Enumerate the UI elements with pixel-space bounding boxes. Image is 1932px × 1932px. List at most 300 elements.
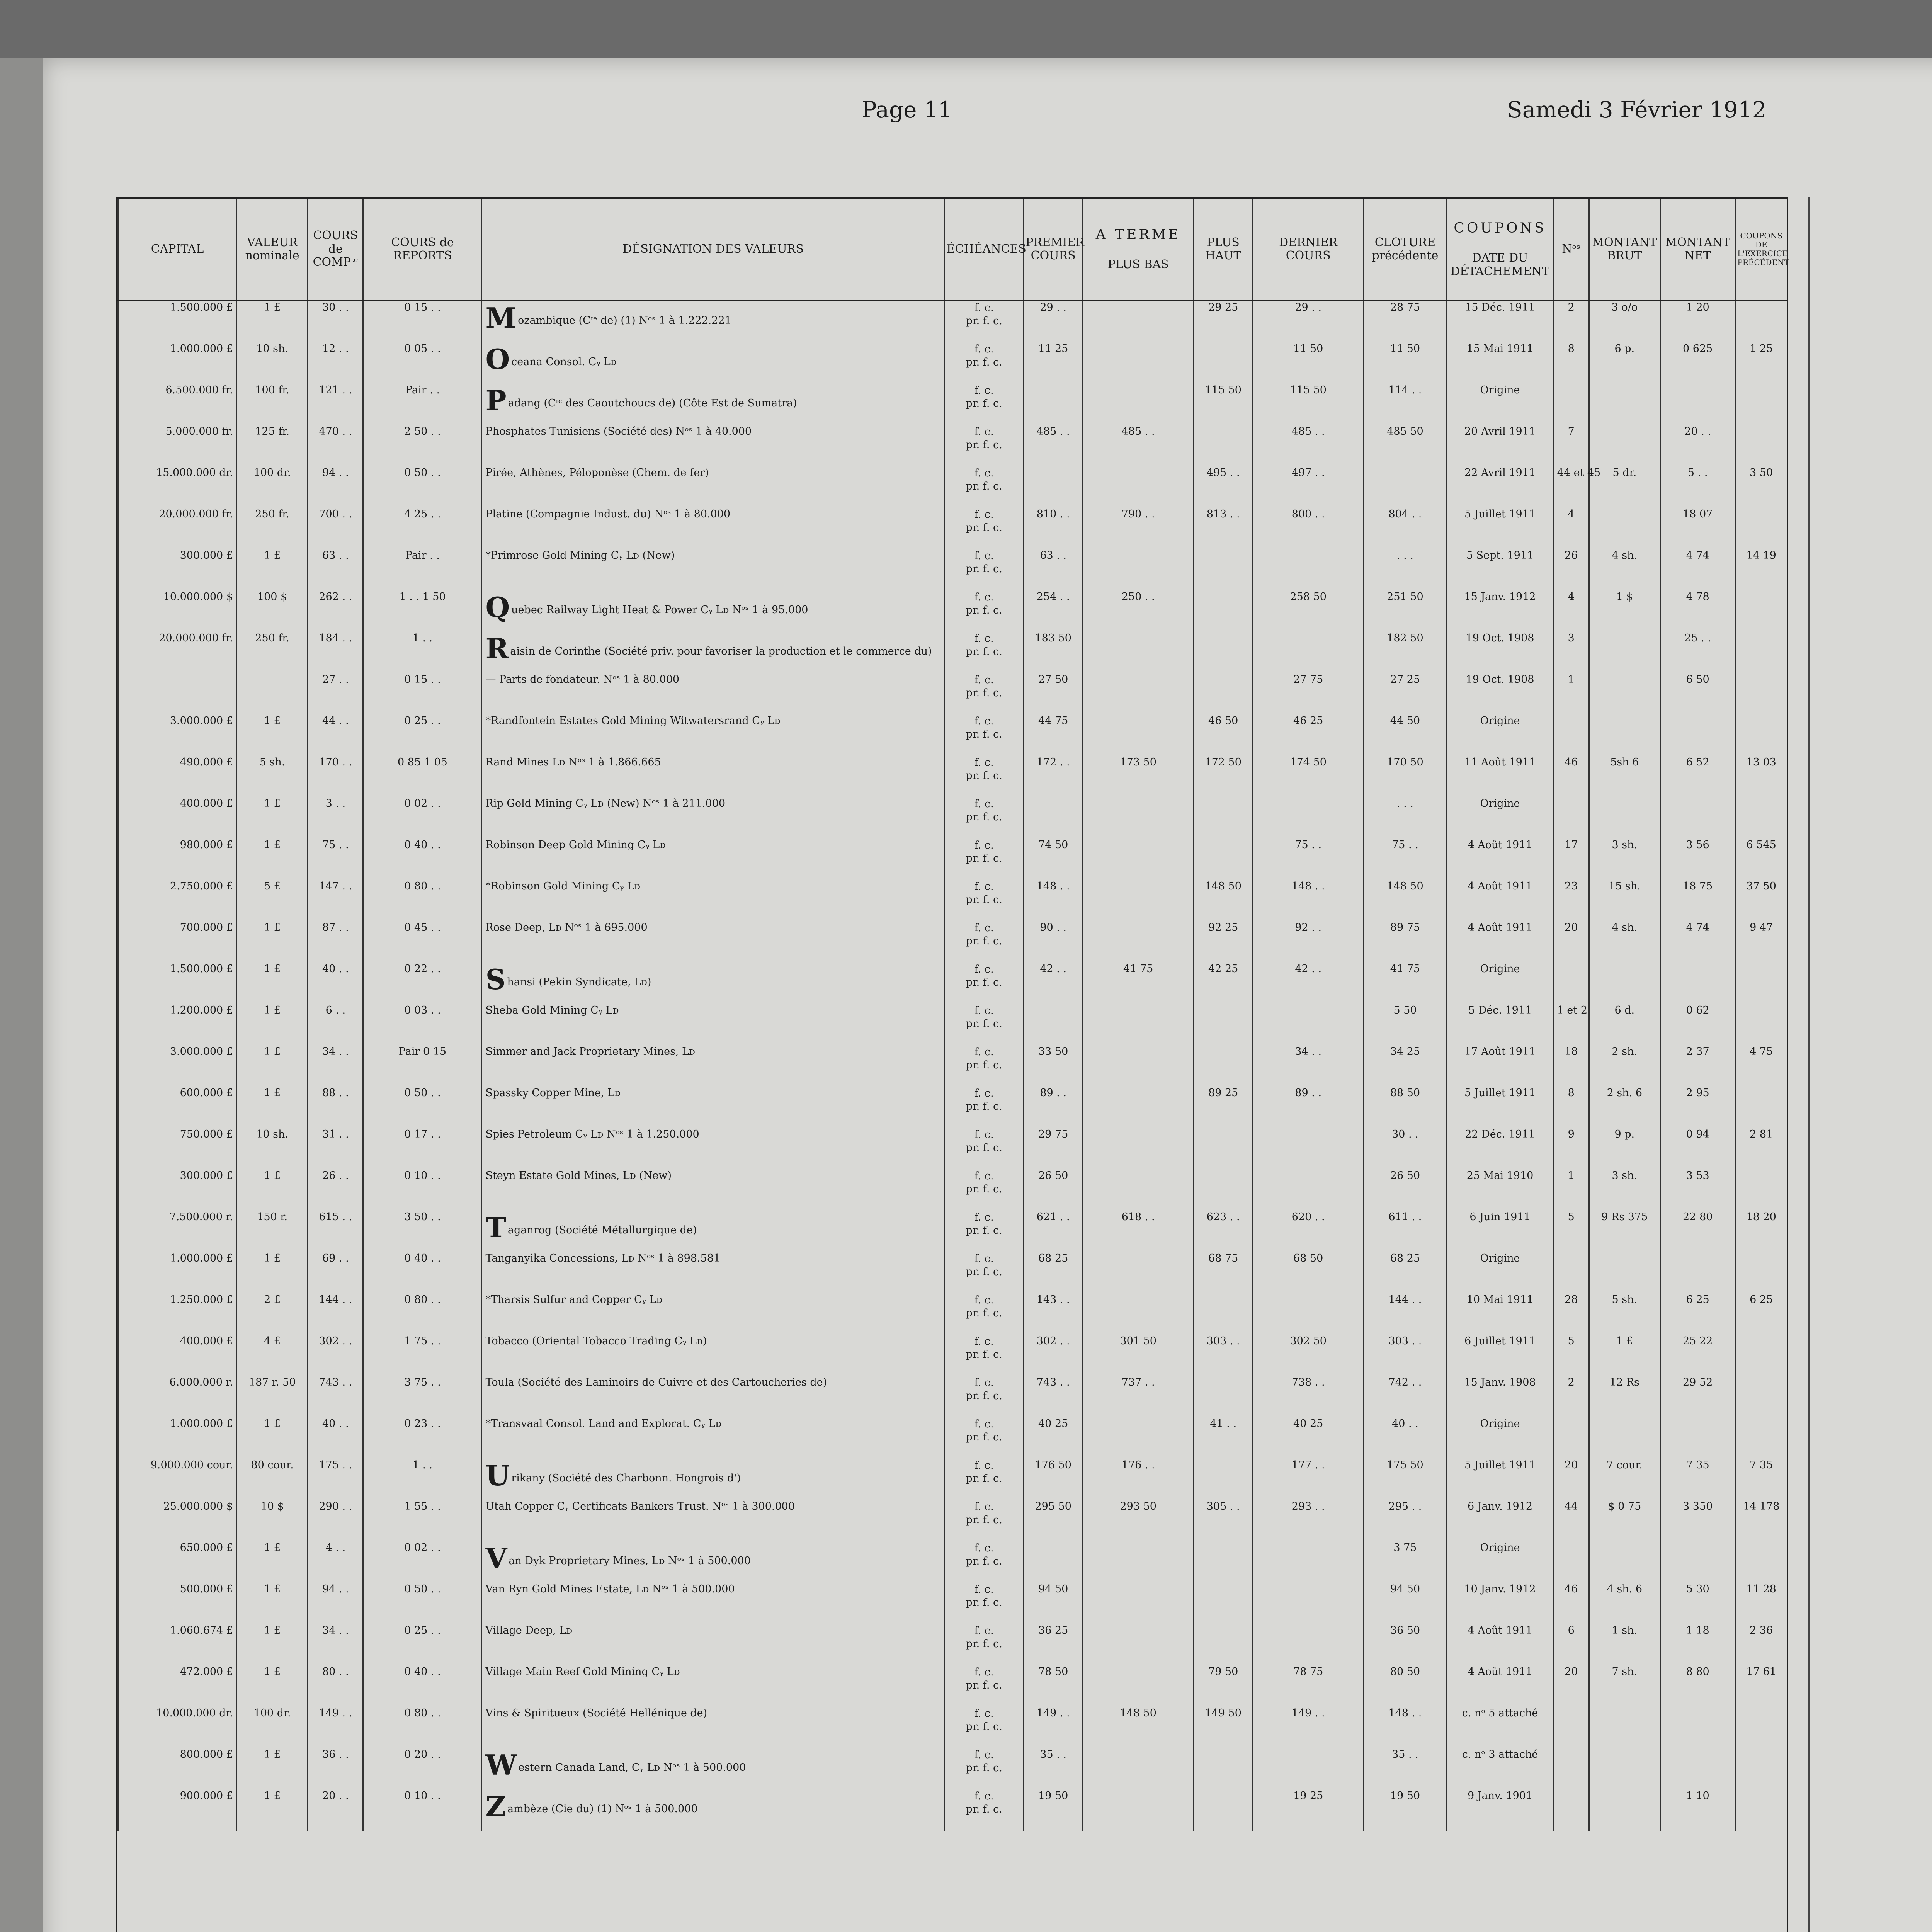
table-row: [118, 922, 1787, 963]
cell-dern: [1253, 1624, 1364, 1666]
cell-report: 2 50 . .: [363, 425, 482, 467]
cell-no: [1553, 384, 1589, 425]
cell-prec: [1735, 1790, 1787, 1831]
designation-text: Steyn Estate Gold Mines, Lᴅ (New): [485, 1170, 672, 1182]
cell-designation: [482, 798, 944, 839]
cell-clot: 94 50: [1364, 1583, 1447, 1624]
cell-net: 5 . .: [1660, 467, 1735, 508]
cell-ech: f. c. pr. f. c.: [944, 1790, 1024, 1831]
cell-prec: [1735, 1707, 1787, 1748]
cell-prec: [1735, 384, 1787, 425]
cell-clot: 148 . .: [1364, 1707, 1447, 1748]
cell-prem: 89 . .: [1024, 1087, 1083, 1128]
cell-haut: 623 . .: [1194, 1211, 1253, 1252]
cell-no: [1553, 963, 1589, 1004]
cell-brut: 7 cour.: [1589, 1459, 1660, 1500]
col-brut: MONTANT BRUT: [1589, 199, 1660, 301]
cell-dern: [1253, 549, 1364, 591]
cell-designation: [482, 922, 944, 963]
cell-report: 1 . .: [363, 1459, 482, 1500]
cell-net: 1 10: [1660, 1790, 1735, 1831]
cell-haut: 148 50: [1194, 880, 1253, 922]
cell-haut: 89 25: [1194, 1087, 1253, 1128]
cell-brut: 9 p.: [1589, 1128, 1660, 1170]
cell-bas: [1083, 1087, 1194, 1128]
cell-bas: [1083, 922, 1194, 963]
table-row: [118, 343, 1787, 384]
cell-prem: 63 . .: [1024, 549, 1083, 591]
cell-capital: 1.000.000 £: [118, 343, 237, 384]
cell-cours: 34 . .: [308, 1046, 363, 1087]
cell-designation: [482, 880, 944, 922]
designation-text: Pirée, Athènes, Péloponèse (Chem. de fer): [485, 467, 709, 479]
cell-haut: [1194, 798, 1253, 839]
cell-date: 15 Janv. 1908: [1447, 1376, 1553, 1418]
cell-dern: 115 50: [1253, 384, 1364, 425]
cell-designation: [482, 673, 944, 715]
cell-bas: [1083, 1748, 1194, 1790]
table-row: [118, 1790, 1787, 1831]
table-row: [118, 1707, 1787, 1748]
cell-dern: [1253, 1170, 1364, 1211]
initial-letter: P: [485, 384, 507, 417]
cell-net: 18 07: [1660, 508, 1735, 549]
cell-bas: [1083, 549, 1194, 591]
table-row: [118, 673, 1787, 715]
cell-clot: 88 50: [1364, 1087, 1447, 1128]
cell-bas: [1083, 798, 1194, 839]
table-header: [118, 199, 1787, 301]
cell-ech: f. c. pr. f. c.: [944, 591, 1024, 632]
initial-letter: R: [485, 632, 509, 665]
designation-text: — Parts de fondateur. Nᵒˢ 1 à 80.000: [485, 673, 680, 685]
cell-brut: 12 Rs: [1589, 1376, 1660, 1418]
cell-brut: [1589, 1252, 1660, 1294]
cell-bas: [1083, 1046, 1194, 1087]
cell-net: 25 . .: [1660, 632, 1735, 673]
cell-capital: 1.000.000 £: [118, 1418, 237, 1459]
cell-clot: 35 . .: [1364, 1748, 1447, 1790]
cell-brut: 1 sh.: [1589, 1624, 1660, 1666]
cell-ech: f. c. pr. f. c.: [944, 1376, 1024, 1418]
designation-text: Robinson Deep Gold Mining Cᵧ Lᴅ: [485, 839, 666, 851]
cell-report: 1 . . 1 50: [363, 591, 482, 632]
cell-cours: 170 . .: [308, 756, 363, 798]
cell-prem: 94 50: [1024, 1583, 1083, 1624]
cell-ech: f. c. pr. f. c.: [944, 715, 1024, 756]
cell-date: 25 Mai 1910: [1447, 1170, 1553, 1211]
cell-net: 8 80: [1660, 1666, 1735, 1707]
cell-ech: f. c. pr. f. c.: [944, 1542, 1024, 1583]
cell-valeur: 150 r.: [237, 1211, 308, 1252]
cell-dern: 620 . .: [1253, 1211, 1364, 1252]
cell-dern: [1253, 798, 1364, 839]
cell-date: 5 Juillet 1911: [1447, 1459, 1553, 1500]
cell-report: 0 17 . .: [363, 1128, 482, 1170]
table-row: [118, 756, 1787, 798]
page-border: [1808, 197, 1833, 1932]
cell-no: 17: [1553, 839, 1589, 880]
cell-ech: f. c. pr. f. c.: [944, 1418, 1024, 1459]
cell-prec: [1735, 715, 1787, 756]
cell-haut: 813 . .: [1194, 508, 1253, 549]
cell-date: 15 Janv. 1912: [1447, 591, 1553, 632]
cell-clot: 27 25: [1364, 673, 1447, 715]
cell-haut: [1194, 1790, 1253, 1831]
cell-clot: 36 50: [1364, 1624, 1447, 1666]
cell-no: 23: [1553, 880, 1589, 922]
cell-dern: 40 25: [1253, 1418, 1364, 1459]
initial-letter: O: [485, 343, 510, 376]
cell-brut: 5sh 6: [1589, 756, 1660, 798]
cell-prem: 19 50: [1024, 1790, 1083, 1831]
cell-no: 1: [1553, 673, 1589, 715]
col-designation: DÉSIGNATION DES VALEURS: [482, 199, 944, 301]
cell-cours: 700 . .: [308, 508, 363, 549]
cell-capital: 490.000 £: [118, 756, 237, 798]
table-row: [118, 715, 1787, 756]
cell-date: Origine: [1447, 1542, 1553, 1583]
designation-text: ceana Consol. Cᵧ Lᴅ: [511, 356, 617, 368]
cell-net: 5 30: [1660, 1583, 1735, 1624]
cell-valeur: 1 £: [237, 1583, 308, 1624]
cell-net: 3 350: [1660, 1500, 1735, 1542]
cell-prec: 37 50: [1735, 880, 1787, 922]
cell-dern: 46 25: [1253, 715, 1364, 756]
cell-report: 0 20 . .: [363, 1748, 482, 1790]
cell-dern: [1253, 1294, 1364, 1335]
cell-haut: 172 50: [1194, 756, 1253, 798]
cell-net: 0 94: [1660, 1128, 1735, 1170]
cell-designation: [482, 1418, 944, 1459]
cell-dern: [1253, 1583, 1364, 1624]
cell-brut: 3 sh.: [1589, 839, 1660, 880]
cell-net: 20 . .: [1660, 425, 1735, 467]
cell-date: 10 Mai 1911: [1447, 1294, 1553, 1335]
cell-brut: [1589, 1707, 1660, 1748]
cell-designation: [482, 839, 944, 880]
cell-ech: f. c. pr. f. c.: [944, 1252, 1024, 1294]
initial-letter: Q: [485, 591, 510, 624]
cell-report: 1 75 . .: [363, 1335, 482, 1376]
designation-text: aganrog (Société Métallurgique de): [508, 1224, 697, 1236]
cell-valeur: 5 sh.: [237, 756, 308, 798]
cell-net: [1660, 963, 1735, 1004]
cell-valeur: 1 £: [237, 1170, 308, 1211]
col-echeances: ÉCHÉANCES: [944, 199, 1024, 301]
cell-no: 2: [1553, 1376, 1589, 1418]
cell-designation: [482, 549, 944, 591]
cell-prem: 148 . .: [1024, 880, 1083, 922]
cell-report: 3 50 . .: [363, 1211, 482, 1252]
cell-dern: 497 . .: [1253, 467, 1364, 508]
cell-cours: 36 . .: [308, 1748, 363, 1790]
cell-dern: [1253, 1004, 1364, 1046]
cell-capital: 6.000.000 r.: [118, 1376, 237, 1418]
cell-report: 1 55 . .: [363, 1500, 482, 1542]
cell-date: 15 Mai 1911: [1447, 343, 1553, 384]
table-row: [118, 880, 1787, 922]
cell-bas: [1083, 384, 1194, 425]
cell-capital: 15.000.000 dr.: [118, 467, 237, 508]
cell-capital: 500.000 £: [118, 1583, 237, 1624]
cell-cours: 34 . .: [308, 1624, 363, 1666]
cell-net: 6 50: [1660, 673, 1735, 715]
cell-brut: 5 dr.: [1589, 467, 1660, 508]
cell-dern: [1253, 1542, 1364, 1583]
cell-net: 2 95: [1660, 1087, 1735, 1128]
cell-clot: 303 . .: [1364, 1335, 1447, 1376]
cell-report: Pair . .: [363, 384, 482, 425]
cell-valeur: 1 £: [237, 549, 308, 591]
table-row: [118, 425, 1787, 467]
cell-clot: 742 . .: [1364, 1376, 1447, 1418]
stock-table: [116, 197, 1788, 1932]
cell-cours: 743 . .: [308, 1376, 363, 1418]
cell-capital: 400.000 £: [118, 1335, 237, 1376]
cell-designation: [482, 1376, 944, 1418]
col-no: Nᵒˢ: [1553, 199, 1589, 301]
cell-valeur: 1 £: [237, 963, 308, 1004]
cell-clot: . . .: [1364, 549, 1447, 591]
cell-capital: 1.250.000 £: [118, 1294, 237, 1335]
cell-designation: [482, 1707, 944, 1748]
cell-net: 3 56: [1660, 839, 1735, 880]
cell-prem: 143 . .: [1024, 1294, 1083, 1335]
cell-report: Pair 0 15: [363, 1046, 482, 1087]
cell-designation: [482, 384, 944, 425]
cell-brut: [1589, 798, 1660, 839]
cell-clot: 30 . .: [1364, 1128, 1447, 1170]
table-row: [118, 1500, 1787, 1542]
cell-clot: 89 75: [1364, 922, 1447, 963]
cell-prem: 68 25: [1024, 1252, 1083, 1294]
cell-designation: [482, 1211, 944, 1252]
cell-report: 0 10 . .: [363, 1790, 482, 1831]
cell-valeur: 10 $: [237, 1500, 308, 1542]
table-row: [118, 467, 1787, 508]
col-dernier: DERNIER COURS: [1253, 199, 1364, 301]
table-row: [118, 1128, 1787, 1170]
cell-bas: [1083, 1418, 1194, 1459]
cell-designation: [482, 1583, 944, 1624]
cell-cours: 40 . .: [308, 963, 363, 1004]
cell-cours: 30 . .: [308, 301, 363, 343]
cell-capital: 10.000.000 dr.: [118, 1707, 237, 1748]
cell-cours: 27 . .: [308, 673, 363, 715]
cell-clot: 80 50: [1364, 1666, 1447, 1707]
table-row: [118, 1211, 1787, 1252]
designation-text: Platine (Compagnie Indust. du) Nᵒˢ 1 à 80.000: [485, 508, 731, 520]
cell-ech: f. c. pr. f. c.: [944, 673, 1024, 715]
cell-haut: 42 25: [1194, 963, 1253, 1004]
cell-dern: 177 . .: [1253, 1459, 1364, 1500]
cell-bas: 737 . .: [1083, 1376, 1194, 1418]
cell-haut: [1194, 839, 1253, 880]
designation-text: rikany (Société des Charbonn. Hongrois d'): [511, 1472, 741, 1484]
cell-no: 6: [1553, 1624, 1589, 1666]
cell-cours: 88 . .: [308, 1087, 363, 1128]
cell-report: 1 . .: [363, 632, 482, 673]
designation-text: *Robinson Gold Mining Cᵧ Lᴅ: [485, 880, 640, 892]
cell-net: 2 37: [1660, 1046, 1735, 1087]
cell-cours: 75 . .: [308, 839, 363, 880]
cell-ech: f. c. pr. f. c.: [944, 798, 1024, 839]
cell-valeur: 100 dr.: [237, 467, 308, 508]
cell-prem: 90 . .: [1024, 922, 1083, 963]
cell-capital: 800.000 £: [118, 1748, 237, 1790]
cell-capital: 3.000.000 £: [118, 1046, 237, 1087]
cell-valeur: 1 £: [237, 715, 308, 756]
cell-bas: 301 50: [1083, 1335, 1194, 1376]
cell-cours: 87 . .: [308, 922, 363, 963]
cell-no: 8: [1553, 1087, 1589, 1128]
cell-no: 46: [1553, 756, 1589, 798]
col-valeur: VALEUR nominale: [237, 199, 308, 301]
cell-no: [1553, 1790, 1589, 1831]
cell-ech: f. c. pr. f. c.: [944, 425, 1024, 467]
cell-date: 4 Août 1911: [1447, 1624, 1553, 1666]
cell-capital: 400.000 £: [118, 798, 237, 839]
cell-report: 0 02 . .: [363, 1542, 482, 1583]
cell-date: 11 Août 1911: [1447, 756, 1553, 798]
cell-brut: [1589, 963, 1660, 1004]
cell-no: 5: [1553, 1335, 1589, 1376]
cell-net: 6 52: [1660, 756, 1735, 798]
cell-designation: [482, 1335, 944, 1376]
cell-prem: 29 75: [1024, 1128, 1083, 1170]
table-row: [118, 1252, 1787, 1294]
cell-prec: [1735, 673, 1787, 715]
cell-prec: 13 03: [1735, 756, 1787, 798]
cell-date: Origine: [1447, 715, 1553, 756]
cell-prem: [1024, 1004, 1083, 1046]
cell-brut: [1589, 508, 1660, 549]
cell-net: [1660, 798, 1735, 839]
cell-cours: 149 . .: [308, 1707, 363, 1748]
cell-net: 7 35: [1660, 1459, 1735, 1500]
cell-prem: 172 . .: [1024, 756, 1083, 798]
cell-dern: 78 75: [1253, 1666, 1364, 1707]
cell-capital: 1.200.000 £: [118, 1004, 237, 1046]
cell-valeur: 1 £: [237, 1748, 308, 1790]
cell-ech: f. c. pr. f. c.: [944, 1583, 1024, 1624]
cell-designation: [482, 467, 944, 508]
cell-net: [1660, 715, 1735, 756]
cell-prec: 2 81: [1735, 1128, 1787, 1170]
cell-dern: 68 50: [1253, 1252, 1364, 1294]
cell-valeur: 100 $: [237, 591, 308, 632]
designation-text: Village Main Reef Gold Mining Cᵧ Lᴅ: [485, 1666, 680, 1678]
cell-prec: 14 19: [1735, 549, 1787, 591]
cell-cours: 20 . .: [308, 1790, 363, 1831]
cell-cours: 44 . .: [308, 715, 363, 756]
cell-dern: 148 . .: [1253, 880, 1364, 922]
cell-capital: 2.750.000 £: [118, 880, 237, 922]
designation-text: Tobacco (Oriental Tobacco Trading Cᵧ Lᴅ): [485, 1335, 707, 1347]
cell-haut: [1194, 549, 1253, 591]
designation-text: aisin de Corinthe (Société priv. pour favoriser la production et le commerce du): [510, 645, 932, 657]
date-label: DATE DU DÉTACHEMENT: [1451, 251, 1549, 278]
cell-haut: [1194, 1748, 1253, 1790]
cell-brut: [1589, 673, 1660, 715]
cell-report: 0 50 . .: [363, 1087, 482, 1128]
cell-prec: [1735, 1376, 1787, 1418]
cell-ech: f. c. pr. f. c.: [944, 1500, 1024, 1542]
cell-report: Pair . .: [363, 549, 482, 591]
cell-dern: 19 25: [1253, 1790, 1364, 1831]
cell-report: 0 50 . .: [363, 1583, 482, 1624]
cell-brut: 4 sh.: [1589, 922, 1660, 963]
cell-capital: 20.000.000 fr.: [118, 508, 237, 549]
cell-capital: 300.000 £: [118, 549, 237, 591]
cell-clot: 68 25: [1364, 1252, 1447, 1294]
cell-no: 3: [1553, 632, 1589, 673]
cell-dern: 34 . .: [1253, 1046, 1364, 1087]
cell-prem: 176 50: [1024, 1459, 1083, 1500]
cell-cours: 144 . .: [308, 1294, 363, 1335]
cell-prec: 6 545: [1735, 839, 1787, 880]
designation-text: ozambique (Cᶦᵉ de) (1) Nᵒˢ 1 à 1.222.221: [518, 315, 731, 327]
cell-dern: 27 75: [1253, 673, 1364, 715]
cell-valeur: 187 r. 50: [237, 1376, 308, 1418]
designation-text: Sheba Gold Mining Cᵧ Lᴅ: [485, 1004, 619, 1016]
cell-net: 1 20: [1660, 301, 1735, 343]
cell-dern: [1253, 1748, 1364, 1790]
cell-prec: [1735, 301, 1787, 343]
cell-dern: 42 . .: [1253, 963, 1364, 1004]
cell-capital: 650.000 £: [118, 1542, 237, 1583]
cell-brut: 2 sh.: [1589, 1046, 1660, 1087]
cell-ech: f. c. pr. f. c.: [944, 1624, 1024, 1666]
cell-no: [1553, 1748, 1589, 1790]
cell-valeur: 250 fr.: [237, 508, 308, 549]
table-body: [118, 301, 1787, 1831]
cell-valeur: 100 dr.: [237, 1707, 308, 1748]
cell-report: 0 80 . .: [363, 880, 482, 922]
cell-ech: f. c. pr. f. c.: [944, 922, 1024, 963]
cell-valeur: [237, 673, 308, 715]
cell-cours: 175 . .: [308, 1459, 363, 1500]
cell-designation: [482, 1748, 944, 1790]
cell-valeur: 1 £: [237, 1087, 308, 1128]
cell-brut: 6 p.: [1589, 343, 1660, 384]
cell-date: Origine: [1447, 798, 1553, 839]
cell-valeur: 1 £: [237, 1542, 308, 1583]
cell-designation: [482, 301, 944, 343]
cell-cours: 80 . .: [308, 1666, 363, 1707]
cell-prem: 621 . .: [1024, 1211, 1083, 1252]
cell-bas: 293 50: [1083, 1500, 1194, 1542]
cell-ech: f. c. pr. f. c.: [944, 1335, 1024, 1376]
cell-designation: [482, 1087, 944, 1128]
col-cours: COURS de COMPᵗᵉ: [308, 199, 363, 301]
cell-haut: 149 50: [1194, 1707, 1253, 1748]
cell-valeur: 80 cour.: [237, 1459, 308, 1500]
cell-brut: [1589, 1748, 1660, 1790]
cell-cours: 121 . .: [308, 384, 363, 425]
cell-date: 5 Juillet 1911: [1447, 1087, 1553, 1128]
initial-letter: U: [485, 1459, 510, 1492]
designation-text: Rand Mines Lᴅ Nᵒˢ 1 à 1.866.665: [485, 756, 661, 768]
cell-date: 5 Sept. 1911: [1447, 549, 1553, 591]
cell-prem: 33 50: [1024, 1046, 1083, 1087]
cell-valeur: 1 £: [237, 1046, 308, 1087]
cell-cours: 63 . .: [308, 549, 363, 591]
cell-cours: 302 . .: [308, 1335, 363, 1376]
designation-text: adang (Cᶦᵉ des Caoutchoucs de) (Côte Est de Sumatra): [508, 397, 797, 409]
cell-report: 0 85 1 05: [363, 756, 482, 798]
